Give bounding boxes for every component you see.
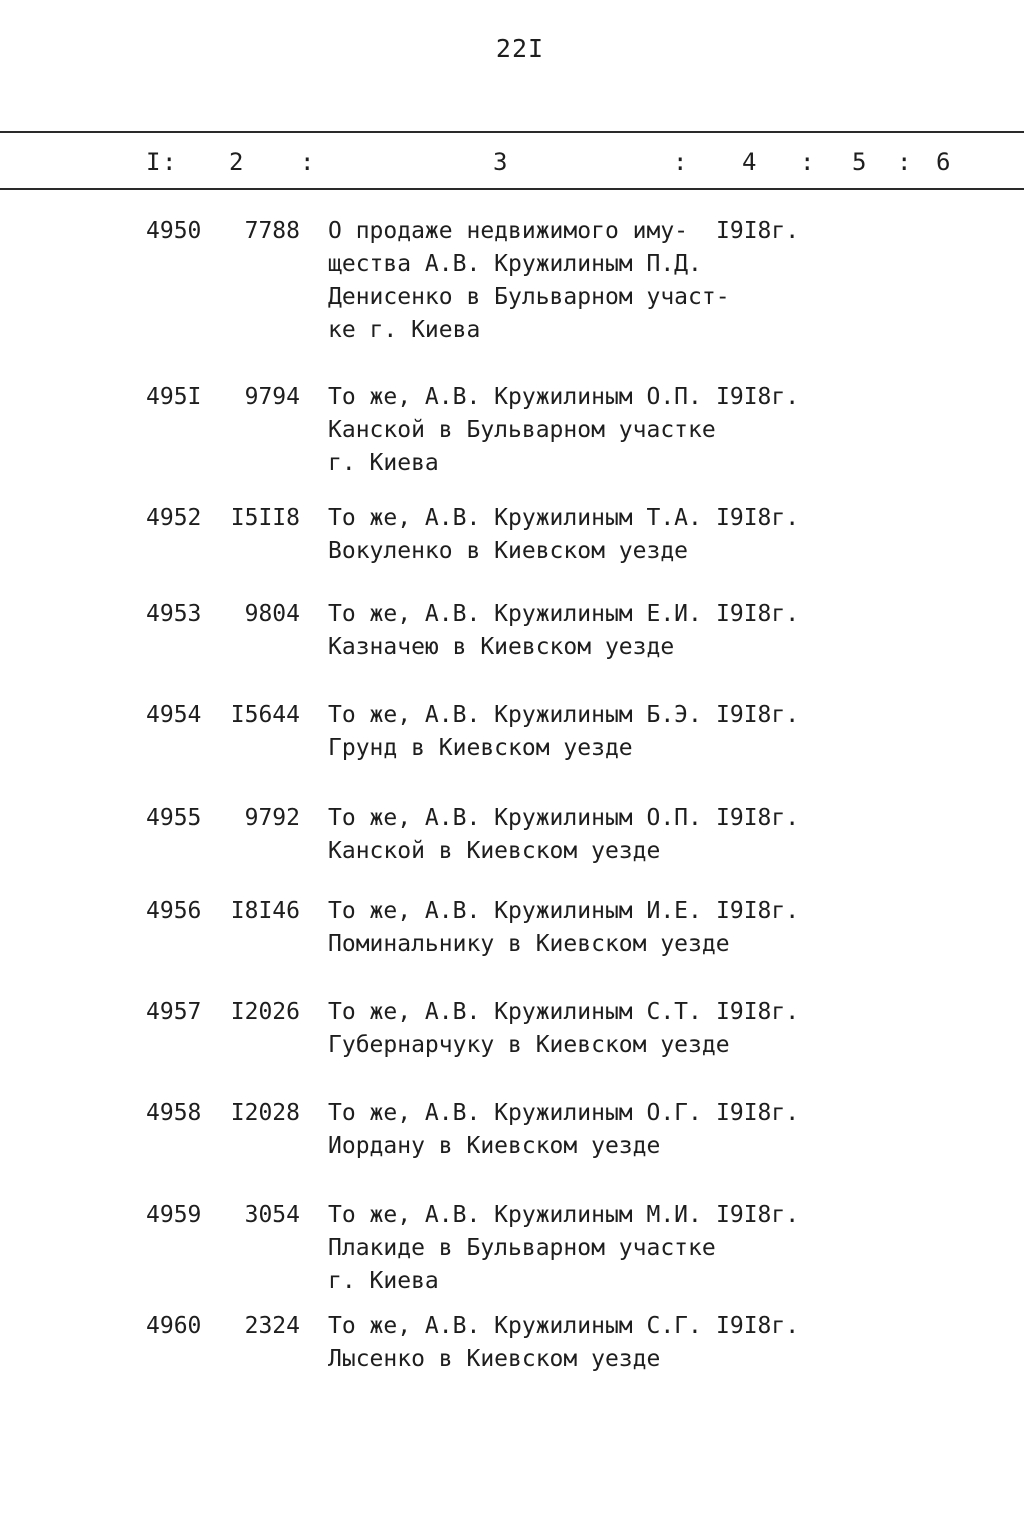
row-code: 9792	[244, 805, 300, 831]
row-description	[328, 895, 730, 961]
column-separator: :	[673, 148, 688, 176]
description-line: Денисенко в Бульварном участ-	[328, 284, 730, 310]
row-number: 4953	[146, 601, 202, 627]
row-year: I9I8г.	[716, 702, 800, 728]
row-year: I9I8г.	[716, 805, 800, 831]
row-code: 2324	[244, 1313, 300, 1339]
row-year: I9I8г.	[716, 999, 800, 1025]
row-number: 4958	[146, 1100, 202, 1126]
row-description	[328, 699, 702, 765]
row-code: I5644	[230, 702, 300, 728]
description-line: Иордану в Киевском уезде	[328, 1133, 661, 1159]
description-line: То же, А.В. Кружилиным Б.Э.	[328, 702, 702, 728]
row-description	[328, 215, 730, 347]
row-description	[328, 381, 716, 480]
row-year: I9I8г.	[716, 384, 800, 410]
description-line: То же, А.В. Кружилиным М.И.	[328, 1202, 702, 1228]
header-rule-bottom	[0, 188, 1024, 190]
description-line: г. Киева	[328, 1268, 439, 1294]
description-line: Грунд в Киевском уезде	[328, 735, 633, 761]
page-number: 22I	[495, 34, 545, 63]
description-line: То же, А.В. Кружилиным Е.И.	[328, 601, 702, 627]
row-year: I9I8г.	[716, 898, 800, 924]
description-line: Канской в Киевском уезде	[328, 838, 661, 864]
row-code: 3054	[244, 1202, 300, 1228]
row-number: 4955	[146, 805, 202, 831]
row-description	[328, 1097, 702, 1163]
column-header-6: 6	[936, 148, 951, 176]
description-line: То же, А.В. Кружилиным И.Е.	[328, 898, 702, 924]
column-header-1: I	[146, 148, 161, 176]
row-year: I9I8г.	[716, 505, 800, 531]
description-line: Канской в Бульварном участке	[328, 417, 716, 443]
row-code: 9804	[244, 601, 300, 627]
description-line: щества А.В. Кружилиным П.Д.	[328, 251, 702, 277]
row-number: 4956	[146, 898, 202, 924]
column-header-4: 4	[742, 148, 757, 176]
row-code: I8I46	[230, 898, 300, 924]
description-line: Поминальнику в Киевском уезде	[328, 931, 730, 957]
row-code: I5II8	[230, 505, 300, 531]
row-year: I9I8г.	[716, 1100, 800, 1126]
row-description	[328, 1199, 716, 1298]
header-rule-top	[0, 131, 1024, 133]
row-number: 4952	[146, 505, 202, 531]
row-year: I9I8г.	[716, 1202, 800, 1228]
row-code: 7788	[244, 218, 300, 244]
column-separator: :	[800, 148, 815, 176]
row-code: I2028	[230, 1100, 300, 1126]
description-line: Казначею в Киевском уезде	[328, 634, 675, 660]
description-line: Вокуленко в Киевском уезде	[328, 538, 689, 564]
description-line: Лысенко в Киевском уезде	[328, 1346, 661, 1372]
row-number: 4957	[146, 999, 202, 1025]
description-line: О продаже недвижимого иму-	[328, 218, 689, 244]
row-description	[328, 996, 730, 1062]
description-line: Губернарчуку в Киевском уезде	[328, 1032, 730, 1058]
row-description	[328, 598, 702, 664]
row-year: I9I8г.	[716, 218, 800, 244]
column-separator: :	[162, 148, 177, 176]
description-line: Плакиде в Бульварном участке	[328, 1235, 716, 1261]
row-number: 4950	[146, 218, 202, 244]
row-year: I9I8г.	[716, 601, 800, 627]
description-line: ке г. Киева	[328, 317, 481, 343]
description-line: То же, А.В. Кружилиным С.Т.	[328, 999, 702, 1025]
row-code: 9794	[244, 384, 300, 410]
row-code: I2026	[230, 999, 300, 1025]
row-year: I9I8г.	[716, 1313, 800, 1339]
description-line: То же, А.В. Кружилиным С.Г.	[328, 1313, 702, 1339]
column-header-2: 2	[229, 148, 244, 176]
row-description	[328, 502, 702, 568]
description-line: То же, А.В. Кружилиным Т.А.	[328, 505, 702, 531]
row-number: 4960	[146, 1313, 202, 1339]
row-number: 4959	[146, 1202, 202, 1228]
column-header-3: 3	[493, 148, 508, 176]
description-line: То же, А.В. Кружилиным О.П.	[328, 384, 702, 410]
column-separator: :	[897, 148, 912, 176]
row-number: 4954	[146, 702, 202, 728]
column-separator: :	[300, 148, 315, 176]
column-header-5: 5	[852, 148, 867, 176]
description-line: То же, А.В. Кружилиным О.Г.	[328, 1100, 702, 1126]
description-line: То же, А.В. Кружилиным О.П.	[328, 805, 702, 831]
row-description	[328, 802, 702, 868]
description-line: г. Киева	[328, 450, 439, 476]
row-description	[328, 1310, 702, 1376]
row-number: 495I	[146, 384, 202, 410]
